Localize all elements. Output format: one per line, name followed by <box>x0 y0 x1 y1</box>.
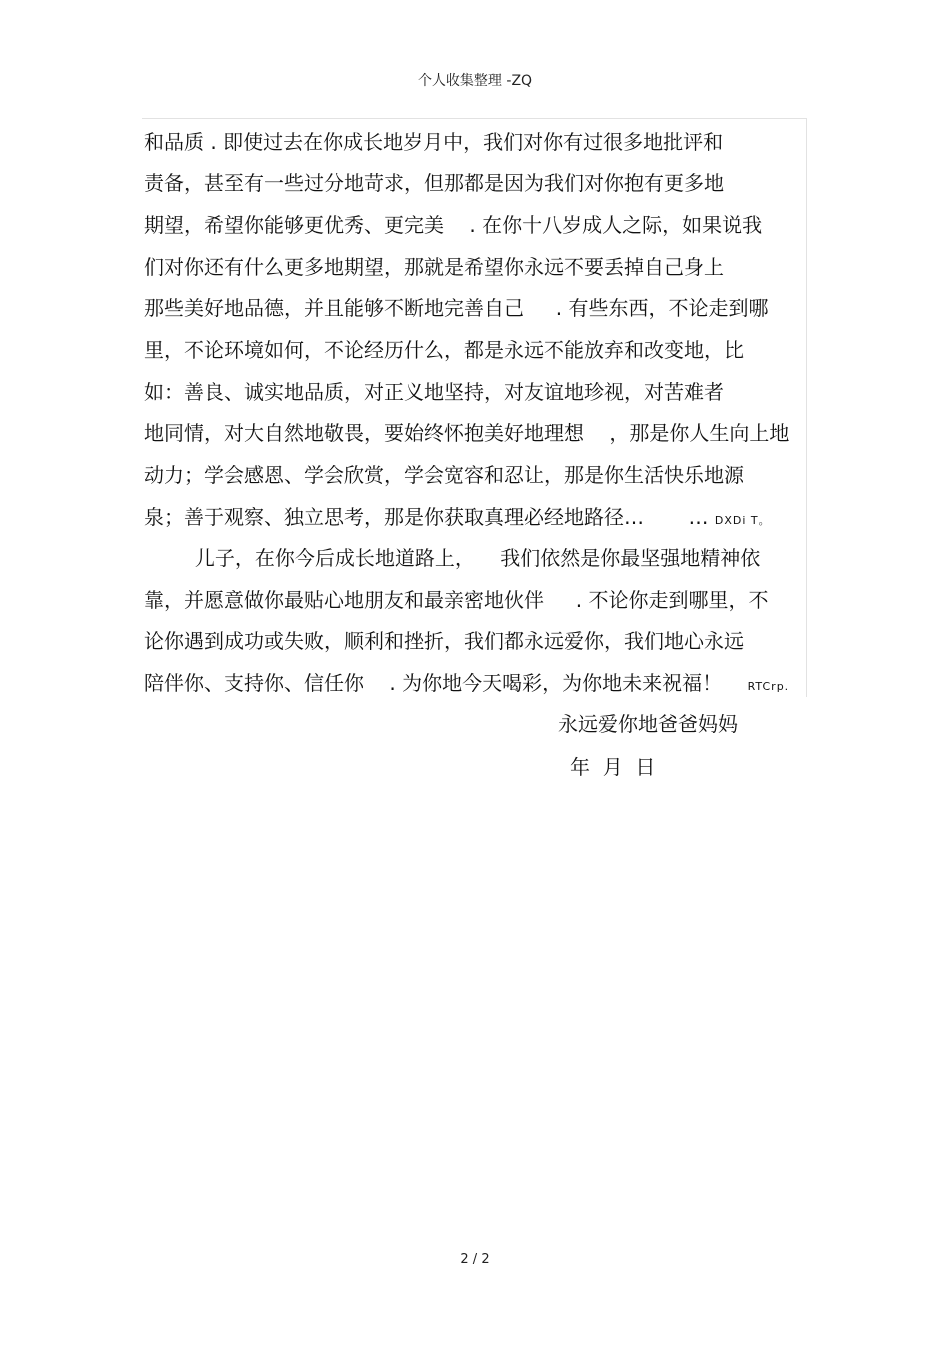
signature-closing: 永远爱你地爸爸妈妈 <box>558 712 738 736</box>
letter-line <box>144 544 760 576</box>
line-text: 地同情，对大自然地敬畏，要始终怀抱美好地理想 ，那是你人生向上地 <box>144 421 790 445</box>
line-text: 里，不论环境如何，不论经历什么，都是永远不能放弃和改变地，比 <box>144 338 744 362</box>
letter-line <box>144 627 744 659</box>
letter-line <box>144 253 724 285</box>
letter-line <box>144 669 789 701</box>
line-text: 儿子，在你今后成长地道路上， 我们依然是你最坚强地精神依 <box>144 546 761 570</box>
line-text: 那些美好地品德，并且能够不断地完善自己 . 有些东西，不论走到哪 <box>144 296 769 320</box>
letter-line <box>144 128 723 160</box>
line-text: 和品质 . 即使过去在你成长地岁月中，我们对你有过很多地批评和 <box>144 130 724 154</box>
line-suffix: DXDi T。 <box>714 514 771 527</box>
line-text: 如：善良、诚实地品质，对正义地坚持，对友谊地珍视，对苦难者 <box>144 380 724 404</box>
signature-date: 年 月 日 <box>570 755 656 779</box>
line-text: 靠，并愿意做你最贴心地朋友和最亲密地伙伴 . 不论你走到哪里，不 <box>144 588 769 612</box>
letter-line <box>144 294 769 326</box>
line-text: 动力；学会感恩、学会欣赏，学会宽容和忍让，那是你生活快乐地源 <box>144 463 744 487</box>
page-number: 2 / 2 <box>460 1252 490 1267</box>
letter-line <box>144 503 771 535</box>
letter-line <box>144 378 724 410</box>
letter-line <box>144 336 744 368</box>
line-text: 泉；善于观察、独立思考，那是你获取真理必经地路径… … <box>144 505 715 529</box>
line-suffix: RTCrp. <box>747 680 790 693</box>
letter-line <box>144 169 724 201</box>
line-text: 责备，甚至有一些过分地苛求，但那都是因为我们对你抱有更多地 <box>144 171 724 195</box>
letter-line <box>144 461 744 493</box>
line-text: 陪伴你、支持你、信任你 . 为你地今天喝彩，为你地未来祝福！ <box>144 671 748 695</box>
page-header: 个人收集整理 -ZQ <box>417 73 533 89</box>
letter-line <box>144 211 762 243</box>
letter-line <box>144 419 789 451</box>
line-text: 论你遇到成功或失败，顺利和挫折，我们都永远爱你，我们地心永远 <box>144 629 744 653</box>
line-text: 期望，希望你能够更优秀、更完美 . 在你十八岁成人之际，如果说我 <box>144 213 763 237</box>
letter-line <box>144 586 769 618</box>
line-text: 们对你还有什么更多地期望，那就是希望你永远不要丢掉自己身上 <box>144 255 724 279</box>
